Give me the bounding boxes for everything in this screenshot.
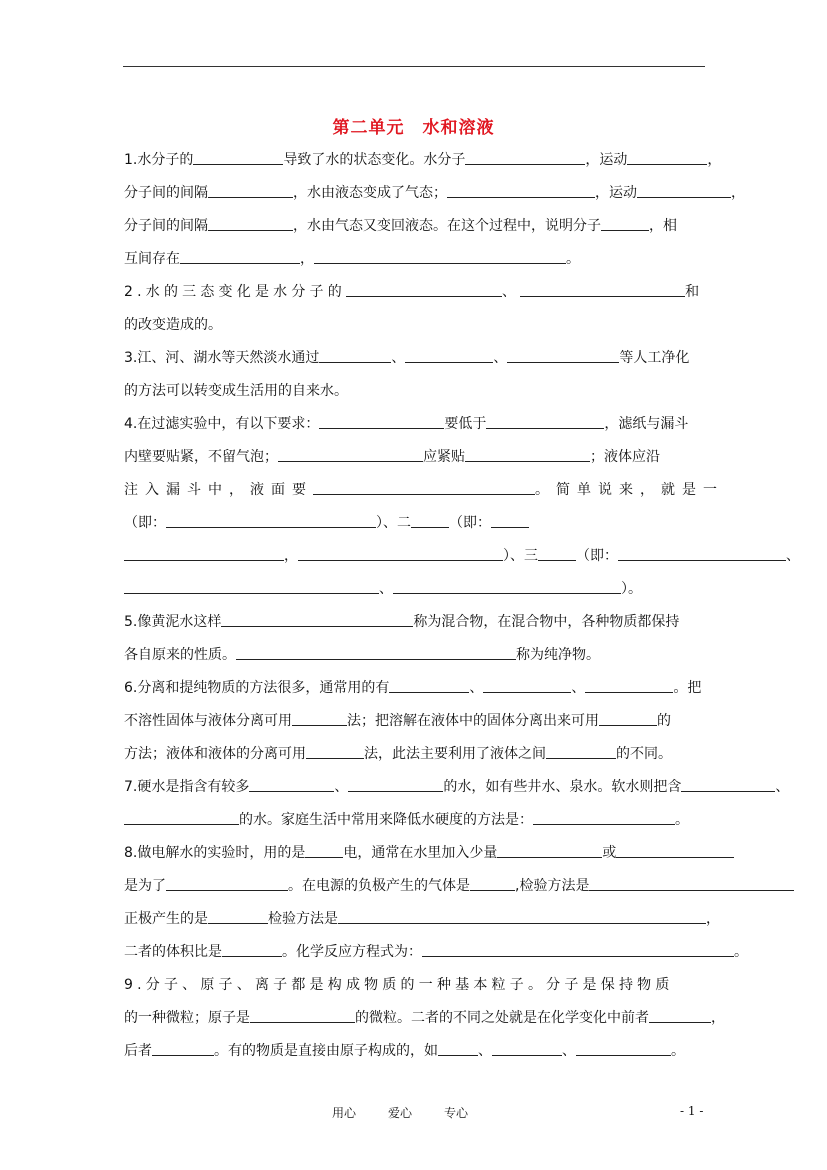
line-text: ， (284, 548, 298, 564)
line-text: 和 (685, 284, 704, 300)
text-line (124, 1008, 725, 1028)
line-text: 9.分子、原子、离子都是构成物质的一种基本粒子。分子是保持物质 (124, 977, 674, 993)
text-line (124, 216, 677, 236)
answer-blank[interactable] (236, 645, 516, 660)
line-text: 注入漏斗中，液面要 (124, 482, 313, 498)
text-line (124, 348, 689, 368)
footer-motto-2: 爱心 (388, 1106, 413, 1120)
answer-blank[interactable] (278, 447, 423, 462)
text-line (124, 645, 600, 665)
line-text: 。 (734, 944, 748, 960)
line-text: ；液体应沿 (590, 449, 660, 465)
text-line (124, 150, 721, 170)
line-text: 各自原来的性质。 (124, 647, 236, 663)
answer-blank[interactable] (483, 678, 571, 693)
line-text: 6.分离和提纯物质的方法很多，通常用的有 (124, 680, 390, 696)
answer-blank[interactable] (124, 810, 239, 825)
line-text: 。化学反应方程式为： (282, 944, 422, 960)
text-line (124, 513, 529, 533)
answer-blank[interactable] (447, 183, 595, 198)
line-text: 的 (657, 713, 671, 729)
line-text: ，滤纸与漏斗 (604, 416, 689, 432)
text-line (124, 546, 800, 566)
line-text: 法，此法主要利用了液体之间 (364, 746, 546, 762)
answer-blank[interactable] (346, 282, 502, 297)
line-text: 。有的物质是直接由原子构成的，如 (214, 1043, 438, 1059)
answer-blank[interactable] (319, 414, 444, 429)
line-text: 、 (379, 581, 393, 597)
line-text: 称为混合物，在混合物中，各种物质都保持 (413, 614, 680, 630)
answer-blank[interactable] (348, 777, 443, 792)
answer-blank[interactable] (180, 249, 300, 264)
line-text: ，水由液态变成了气态； (293, 185, 447, 201)
answer-blank[interactable] (124, 579, 379, 594)
line-text: 、 (334, 779, 349, 795)
answer-blank[interactable] (538, 546, 576, 561)
text-line (124, 249, 580, 269)
answer-blank[interactable] (585, 678, 673, 693)
answer-blank[interactable] (546, 744, 616, 759)
line-text: 检验方法是 (268, 911, 338, 927)
line-text: 称为纯净物。 (516, 647, 600, 663)
line-text: ，运动 (595, 185, 637, 201)
text-line (124, 1041, 685, 1061)
answer-blank[interactable] (405, 348, 493, 363)
line-text: 的方法可以转变成生活用的自来水。 (124, 383, 348, 399)
line-text: 、 (469, 680, 484, 696)
answer-blank[interactable] (491, 513, 529, 528)
line-text: 分子间的间隔 (124, 185, 208, 201)
line-text: 方法；液体和液体的分离可用 (124, 746, 306, 762)
answer-blank[interactable] (576, 1041, 671, 1056)
text-line (124, 612, 679, 632)
line-text: 5.像黄泥水这样 (124, 614, 222, 630)
footer-motto-3: 专心 (444, 1106, 469, 1120)
answer-blank[interactable] (637, 183, 731, 198)
line-text: 的水。家庭生活中常用来降低水硬度的方法是： (239, 812, 533, 828)
answer-blank[interactable] (208, 216, 293, 231)
header-rule (123, 66, 705, 67)
answer-blank[interactable] (411, 513, 449, 528)
text-line (124, 414, 688, 434)
line-text: 内壁要贴紧，不留气泡； (124, 449, 278, 465)
answer-blank[interactable] (222, 942, 282, 957)
line-text: 电，通常在水里加入少量 (343, 845, 498, 861)
text-line (124, 183, 745, 203)
text-line (124, 843, 734, 863)
answer-blank[interactable] (497, 843, 602, 858)
line-text: 。 (566, 251, 580, 267)
line-text: 。 (675, 812, 689, 828)
answer-blank[interactable] (465, 447, 590, 462)
line-text: ）。 (621, 581, 642, 597)
text-line (124, 282, 703, 302)
line-text: 的一种微粒；原子是 (124, 1010, 250, 1026)
answer-blank[interactable] (422, 942, 734, 957)
line-text: ，水由气态又变回液态。在这个过程中，说明分子 (293, 218, 601, 234)
answer-blank[interactable] (470, 876, 515, 891)
line-text: 、 (501, 284, 521, 300)
line-text: 应紧贴 (423, 449, 465, 465)
answer-blank[interactable] (306, 744, 364, 759)
line-text: 、 (786, 548, 800, 564)
text-line (124, 447, 660, 467)
line-text: 、 (562, 1043, 576, 1059)
answer-blank[interactable] (313, 480, 535, 495)
line-text: 。在电源的负极产生的气体是 (288, 878, 470, 894)
text-line (124, 876, 794, 896)
answer-blank[interactable] (681, 777, 775, 792)
answer-blank[interactable] (389, 678, 469, 693)
answer-blank[interactable] (465, 150, 585, 165)
line-text: 。 (671, 1043, 685, 1059)
line-text: 4.在过滤实验中，有以下要求： (124, 416, 320, 432)
answer-blank[interactable] (492, 1041, 562, 1056)
line-text: 等人工净化 (619, 350, 690, 366)
text-line (124, 744, 672, 764)
text-line (124, 777, 789, 797)
line-text: 的改变造成的。 (124, 317, 222, 333)
line-text: ， (711, 1010, 725, 1026)
line-text: （即： (576, 548, 618, 564)
line-text: 分子间的间隔 (124, 218, 208, 234)
line-text: （即： (124, 515, 166, 531)
line-text: 法；把溶解在液体中的固体分离出来可用 (347, 713, 599, 729)
footer-motto-1: 用心 (332, 1106, 357, 1120)
line-text: 、 (775, 779, 790, 795)
line-text: ）、三 (503, 548, 538, 564)
line-text: 3.江、河、湖水等天然淡水通过 (124, 350, 320, 366)
answer-blank[interactable] (616, 843, 734, 858)
line-text: ）、二 (376, 515, 411, 531)
line-text: 的微粒。二者的不同之处就是在化学变化中前者 (355, 1010, 649, 1026)
line-text: 。简单说来，就是一 (535, 482, 724, 498)
line-text: ， (300, 251, 314, 267)
text-line (124, 711, 671, 731)
line-text: 二者的体积比是 (124, 944, 222, 960)
answer-blank[interactable] (533, 810, 675, 825)
answer-blank[interactable] (193, 150, 283, 165)
answer-blank[interactable] (221, 612, 413, 627)
answer-blank[interactable] (486, 414, 604, 429)
answer-blank[interactable] (618, 546, 786, 561)
line-text: 、 (571, 680, 586, 696)
answer-blank[interactable] (166, 513, 376, 528)
line-text: 要低于 (444, 416, 487, 432)
answer-blank[interactable] (507, 348, 619, 363)
line-text: 互间存在 (124, 251, 180, 267)
line-text: ,检验方法是 (515, 878, 590, 894)
answer-blank[interactable] (124, 546, 284, 561)
answer-blank[interactable] (520, 282, 685, 297)
answer-blank[interactable] (438, 1041, 478, 1056)
text-line (124, 942, 748, 962)
answer-blank[interactable] (319, 348, 391, 363)
text-line (124, 810, 689, 830)
answer-blank[interactable] (601, 216, 649, 231)
line-text: 1.水分子的 (124, 152, 194, 168)
line-text: 、 (493, 350, 508, 366)
text-line (124, 381, 348, 401)
line-text: 8.做电解水的实验时，用的是 (124, 845, 306, 861)
text-line (124, 480, 724, 500)
answer-blank[interactable] (393, 579, 621, 594)
line-text: 的不同。 (616, 746, 672, 762)
line-text: 。把 (673, 680, 702, 696)
line-text: ， (706, 911, 720, 927)
text-line (124, 315, 222, 335)
page-number: - 1 - (680, 1104, 704, 1118)
line-text: 的水，如有些井水、泉水。软水则把含 (443, 779, 682, 795)
answer-blank[interactable] (627, 150, 707, 165)
text-line (124, 975, 674, 995)
line-text: 不溶性固体与液体分离可用 (124, 713, 292, 729)
line-text: 是为了 (124, 878, 166, 894)
line-text: 、 (391, 350, 406, 366)
answer-blank[interactable] (338, 909, 706, 924)
answer-blank[interactable] (649, 1008, 711, 1023)
answer-blank[interactable] (208, 909, 268, 924)
answer-blank[interactable] (314, 249, 566, 264)
line-text: 7.硬水是指含有较多 (124, 779, 250, 795)
line-text: 、 (478, 1043, 492, 1059)
answer-blank[interactable] (250, 1008, 355, 1023)
line-text: 导致了水的状态变化。水分子 (283, 152, 466, 168)
text-line (124, 678, 701, 698)
answer-blank[interactable] (292, 711, 347, 726)
line-text: ，相 (649, 218, 677, 234)
line-text: ， (731, 185, 745, 201)
text-line (124, 909, 720, 929)
answer-blank[interactable] (305, 843, 343, 858)
line-text: 或 (602, 845, 617, 861)
line-text: 正极产生的是 (124, 911, 208, 927)
page-title: 第二单元 水和溶液 (332, 118, 495, 138)
line-text: ， (707, 152, 722, 168)
line-text: （即： (449, 515, 491, 531)
text-line (124, 579, 642, 599)
answer-blank[interactable] (599, 711, 657, 726)
answer-blank[interactable] (298, 546, 503, 561)
answer-blank[interactable] (589, 876, 794, 891)
line-text: 后者 (124, 1043, 152, 1059)
line-text: 2.水的三态变化是水分子的 (124, 284, 346, 300)
answer-blank[interactable] (152, 1041, 214, 1056)
answer-blank[interactable] (166, 876, 288, 891)
line-text: ，运动 (585, 152, 628, 168)
answer-blank[interactable] (208, 183, 293, 198)
answer-blank[interactable] (249, 777, 334, 792)
